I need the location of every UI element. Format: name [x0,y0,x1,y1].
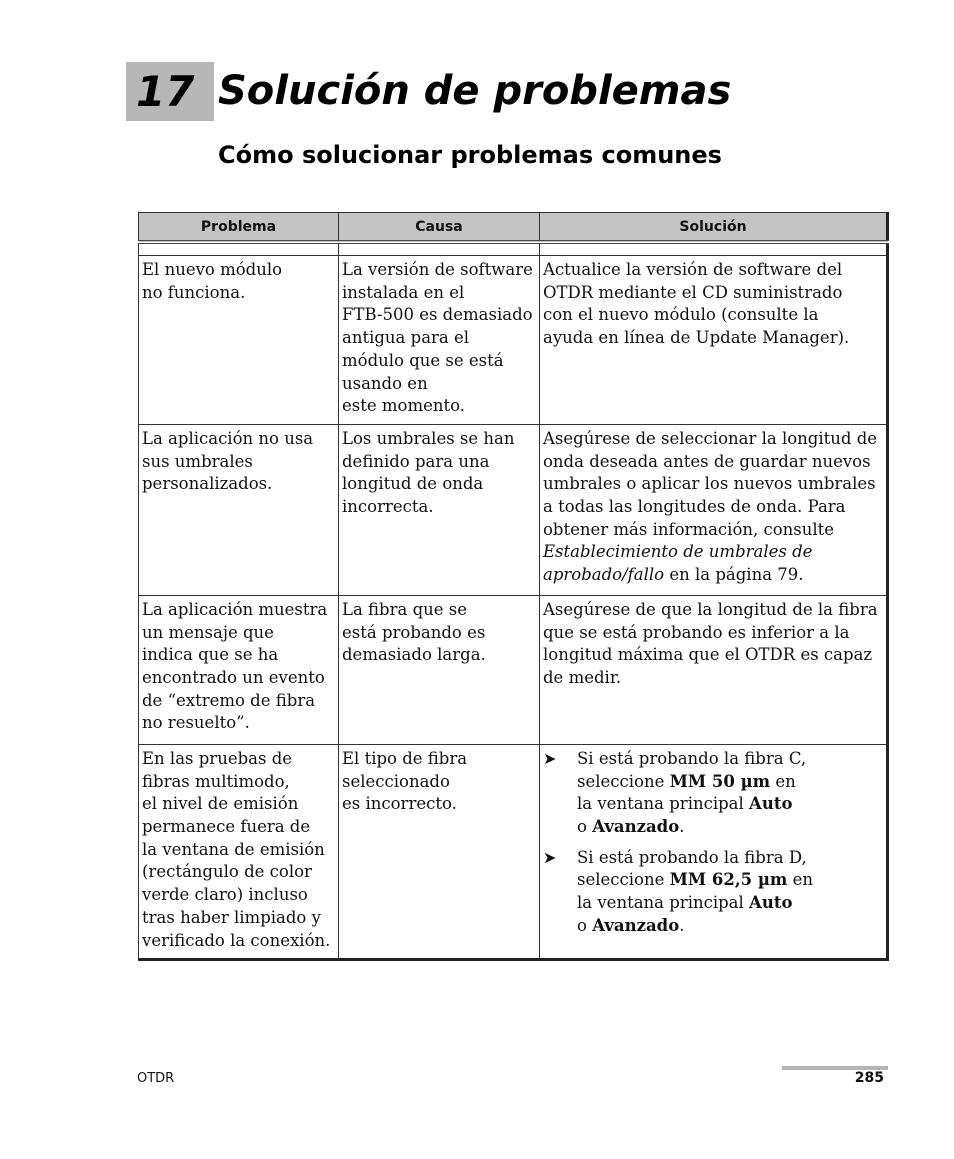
cause-cell: El tipo de fibra seleccionado es incorrecto. [339,744,540,959]
bullet-item: ➤ Si está probando la fibra C, seleccione MM 50 µm en la ventana principal Auto o Avanzado. [543,748,807,837]
problem-cell: El nuevo módulo no funciona. [139,256,339,425]
table-row [139,256,888,425]
tab-advanced-label: Avanzado [592,817,680,837]
table-row [139,744,888,959]
cross-reference-link[interactable]: Establecimiento de umbrales de [543,542,813,562]
footer-page-number: 285 [854,1070,884,1086]
tab-advanced-label: Avanzado [592,915,680,935]
header-causa: Causa [339,213,540,243]
tab-auto-label: Auto [749,893,793,913]
solution-cell: Asegúrese de que la longitud de la fibra que se está probando es inferior a la longitud máxima que el OTDR es capaz de medir. [540,595,888,744]
chapter-title: Solución de problemas [218,68,732,114]
page-reference: en la página 79. [664,565,804,585]
problem-cell: En las pruebas de fibras multimodo, el nivel de emisión permanece fuera de la ventana de emisión (rectángulo de color verde claro) incluso tras haber limpiado y verificado la conexión. [139,744,339,959]
problem-cell: La aplicación muestra un mensaje que indica que se ha encontrado un evento de “extremo de fibra no resuelto”. [139,595,339,744]
fiber-type-option: MM 50 µm [669,771,771,791]
fiber-type-option: MM 62,5 µm [669,870,788,890]
tab-auto-label: Auto [749,794,793,814]
chapter-number: 17 [126,62,214,121]
table-row [139,595,888,744]
table-row [139,424,888,595]
section-title: Cómo solucionar problemas comunes [218,141,722,169]
arrowhead-bullet-icon: ➤ [543,847,557,867]
header-spacer [139,242,888,256]
header-problema: Problema [139,213,339,243]
cause-cell: Los umbrales se han definido para una longitud de onda incorrecta. [339,424,540,595]
solution-cell: Asegúrese de seleccionar la longitud de onda deseada antes de guardar nuevos umbrales o aplicar los nuevos umbrales a todas las longitudes de onda. Para obtener más información, consulte Establecimiento de umbrales de aprobado/fallo en la página 79. [540,424,888,595]
cause-cell: La fibra que se está probando es demasiado larga. [339,595,540,744]
troubleshooting-table [138,212,889,961]
cross-reference-link[interactable]: aprobado/fallo [543,565,665,585]
solution-cell [540,744,888,959]
footer-product-name: OTDR [137,1071,175,1086]
cause-cell: La versión de software instalada en el FTB-500 es demasiado antigua para el módulo que se está usando en este momento. [339,256,540,425]
bullet-item: ➤ Si está probando la fibra D, seleccione MM 62,5 µm en la ventana principal Auto o Avanzado. [543,847,813,935]
table-header-row [139,213,888,243]
problem-cell: La aplicación no usa sus umbrales personalizados. [139,424,339,595]
header-solucion: Solución [540,213,888,243]
solution-cell: Actualice la versión de software del OTDR mediante el CD suministrado con el nuevo módulo (consulte la ayuda en línea de Update Manager). [540,256,888,425]
arrowhead-bullet-icon: ➤ [543,748,557,768]
